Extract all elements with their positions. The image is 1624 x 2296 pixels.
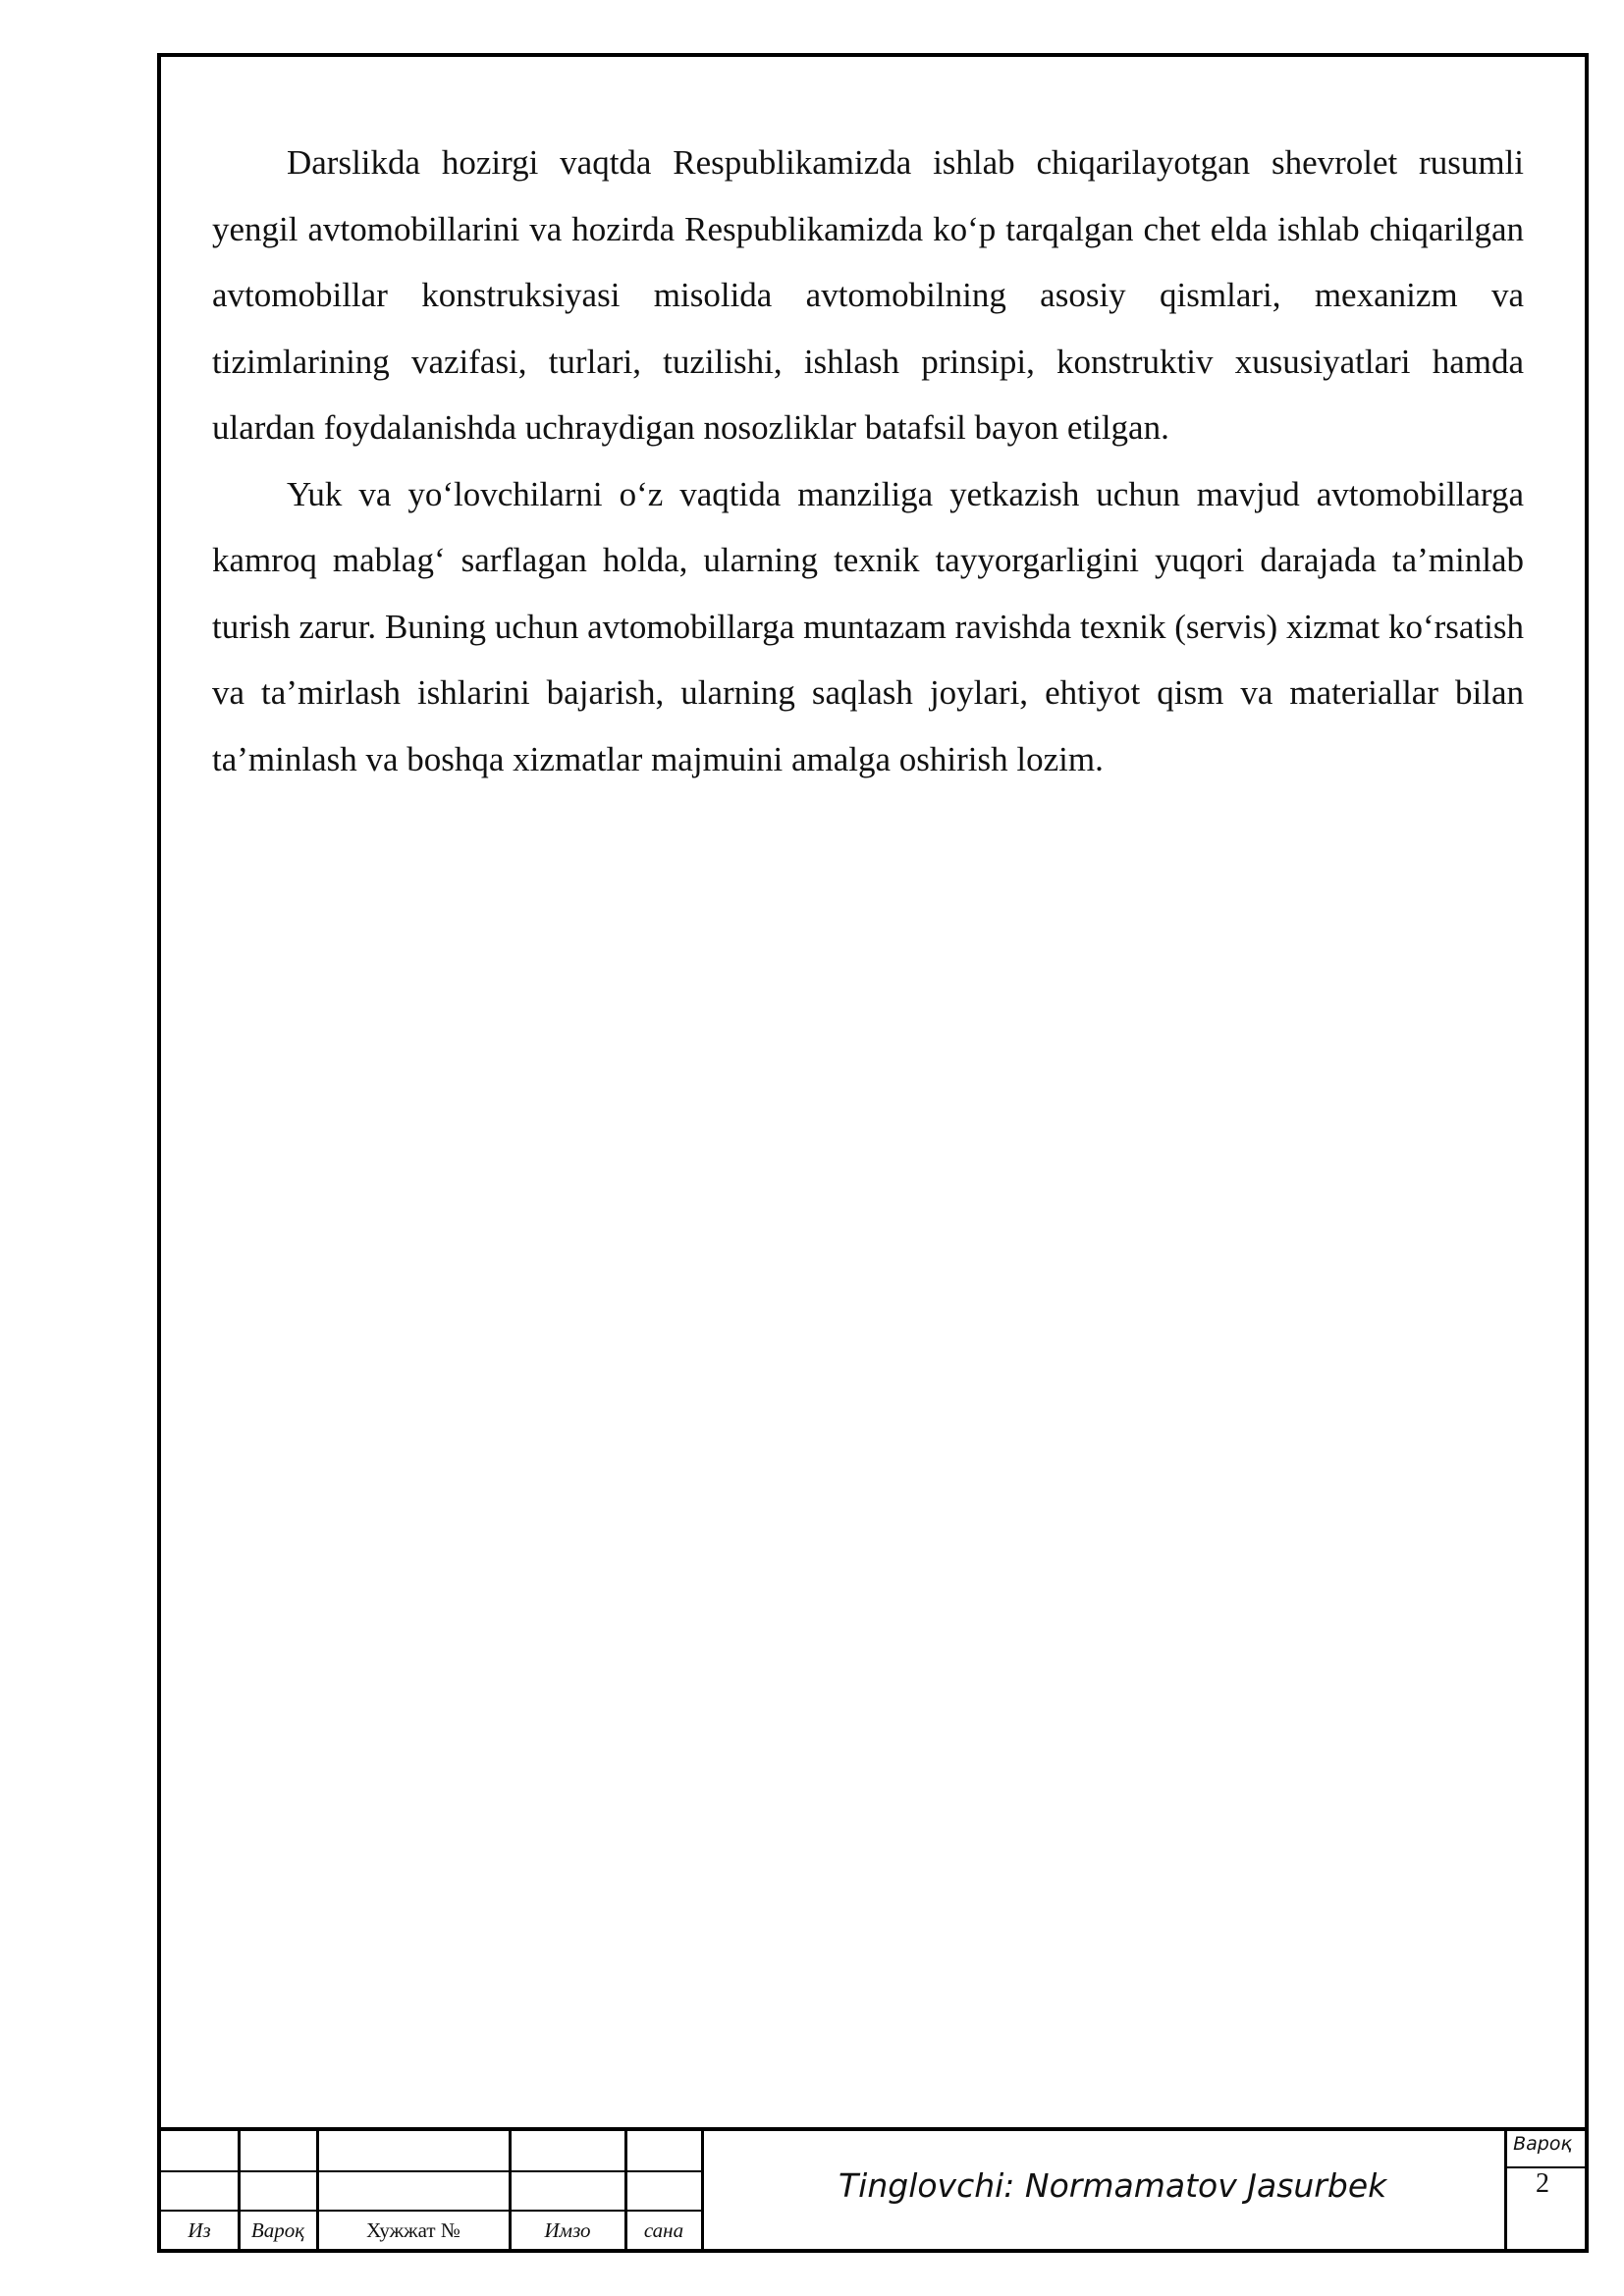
stamp-divider	[701, 2131, 704, 2249]
document-body	[212, 130, 1524, 792]
paragraph-2: Yuk va yo‘lovchilarni o‘z vaqtida manziliga yetkazish uchun mavjud avtomobillarga kamroq mablag‘ sarflagan holda, ularning texnik tayyorgarligini yuqori darajada ta’minlab turish zarur. Buning uchun avtomobillarga muntazam ravishda texnik (servis) xizmat ko‘rsatish va ta’mirlash ishlarini bajarish, ularning saqlash joylari, ehtiyot qism va materiallar bilan ta’minlash va boshqa xizmatlar majmuini amalga oshirish lozim.	[212, 474, 1524, 778]
sheet-number: 2	[1536, 2168, 1549, 2199]
stamp-row-line	[161, 2170, 703, 2172]
stamp-label-document-number: Хужжат №	[366, 2218, 460, 2242]
stamp-label-varoq: Вароқ	[250, 2218, 305, 2242]
paragraph-1: Darslikda hozirgi vaqtda Respublikamizda ishlab chiqarilayotgan shevrolet rusumli yengil avtomobillarini va hozirda Respublikamizda ko‘p tarqalgan chet elda ishlab chiqarilgan avtomobillar konstruksiyasi misolida avtomobilning asosiy qismlari, mexanizm va tizimlarining vazifasi, turlari, tuzilishi, ishlash prinsipi, konstruktiv xususiyatlari hamda ulardan foydalanishda uchraydigan nosozliklar batafsil bayon etilgan.	[212, 143, 1524, 447]
listener-name: Tinglovchi: Normamatov Jasurbek	[839, 2166, 1387, 2205]
stamp-label-sana: сана	[643, 2218, 684, 2242]
stamp-row-line	[161, 2210, 703, 2212]
page-frame	[157, 53, 1589, 2253]
stamp-label-iz: Из	[188, 2218, 211, 2242]
title-block	[161, 2127, 1585, 2249]
stamp-label-imzo: Имзо	[544, 2218, 591, 2242]
sheet-label: Вароқ	[1513, 2133, 1572, 2155]
